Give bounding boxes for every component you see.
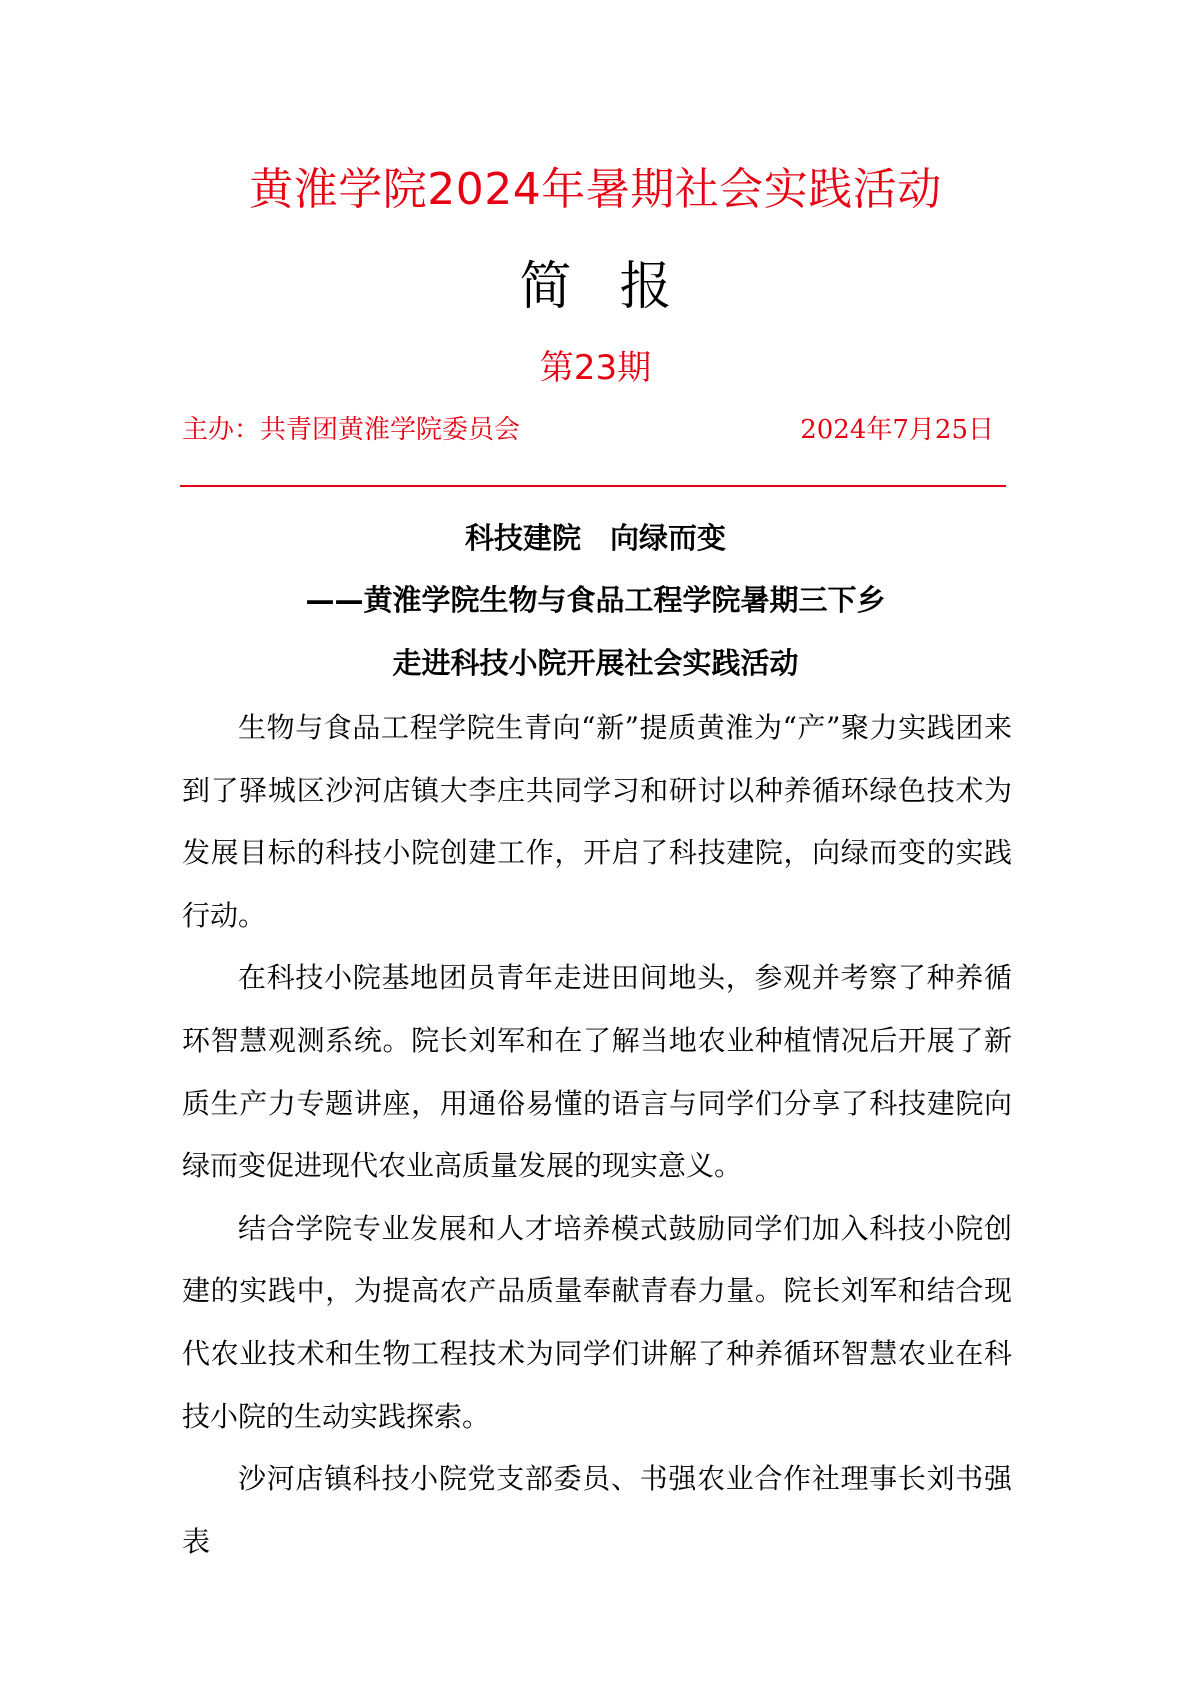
masthead-title: 黄淮学院2024年暑期社会实践活动 bbox=[249, 164, 942, 215]
article-body bbox=[182, 697, 1012, 1573]
article-subtitle-line-1: ——黄淮学院生物与食品工程学院暑期三下乡 bbox=[305, 583, 886, 617]
masthead-subtitle: 简报 bbox=[519, 257, 720, 317]
masthead-meta-row bbox=[182, 410, 994, 450]
article-paragraph: 在科技小院基地团员青年走进田间地头，参观并考察了种养循环智慧观测系统。院长刘军和在了解当地农业种植情况后开展了新质生产力专题讲座，用通俗易懂的语言与同学们分享了科技建院向绿而变促进现代农业高质量发展的现实意义。 bbox=[182, 961, 1012, 1183]
masthead-divider bbox=[180, 485, 1006, 487]
article-title: 科技建院 向绿而变 bbox=[464, 521, 726, 555]
article-subtitle-line-2: 走进科技小院开展社会实践活动 bbox=[392, 646, 799, 680]
article-paragraph: 生物与食品工程学院生青向“新”提质黄淮为“产”聚力实践团来到了驿城区沙河店镇大李庄共同学习和研讨以种养循环绿色技术为发展目标的科技小院创建工作，开启了科技建院，向绿而变的实践行动。 bbox=[182, 711, 1012, 932]
issue-number: 第23期 bbox=[539, 348, 652, 388]
organizer-text: 主办：共青团黄淮学院委员会 bbox=[182, 415, 521, 445]
article-paragraph: 沙河店镇科技小院党支部委员、书强农业合作社理事长刘书强表 bbox=[182, 1462, 1012, 1558]
issue-date: 2024年7月25日 bbox=[800, 415, 994, 445]
article-paragraph: 结合学院专业发展和人才培养模式鼓励同学们加入科技小院创建的实践中，为提高农产品质量奉献青春力量。院长刘军和结合现代农业技术和生物工程技术为同学们讲解了种养循环智慧农业在科技小院的生动实践探索。 bbox=[182, 1211, 1012, 1433]
